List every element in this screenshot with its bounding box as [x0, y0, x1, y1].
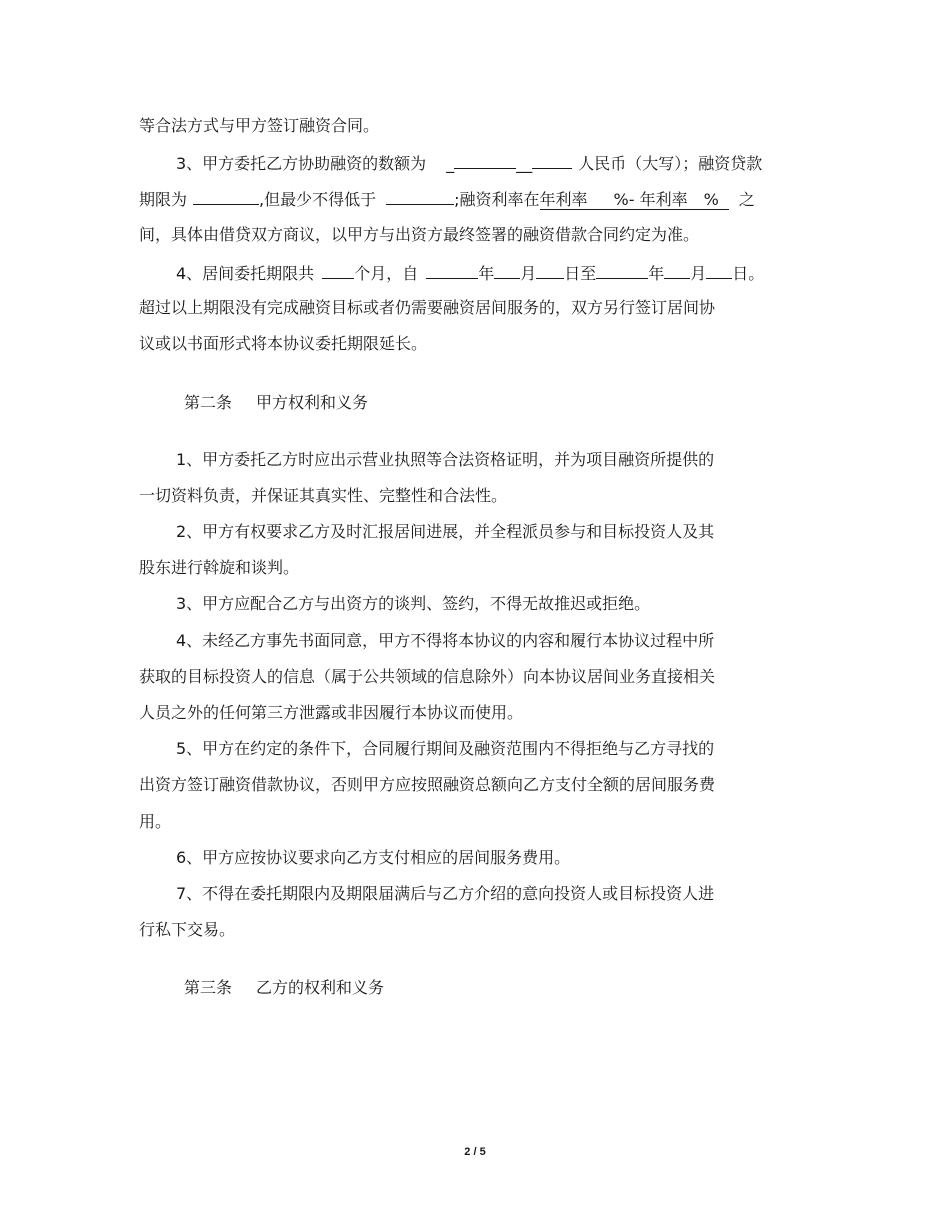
text: 月 [520, 264, 537, 283]
item-line [139, 667, 715, 687]
article-3-heading [184, 978, 384, 998]
item-line [139, 812, 171, 832]
text: 之 [738, 190, 755, 209]
day-blank [706, 262, 732, 279]
text: 用。 [139, 812, 172, 831]
item-line [139, 486, 507, 506]
item-3-line-3 [139, 225, 699, 245]
year-blank [426, 262, 478, 279]
item-line [139, 703, 523, 723]
text: 超过以上期限没有完成融资目标或者仍需要融资居间服务的，双方另行签订居间协 [139, 298, 716, 317]
item-4-line-3 [139, 334, 427, 354]
item-line [176, 631, 714, 651]
text: 2、甲方有权要求乙方及时汇报居间进展，并全程派员参与和目标投资人及其 [176, 522, 715, 541]
text: 月 [690, 264, 707, 283]
item-3-line-2 [139, 188, 755, 210]
item-line [176, 594, 650, 614]
text: 5、甲方在约定的条件下，合同履行期间及融资范围内不得拒绝与乙方寻找的 [176, 739, 715, 758]
text: 年利率 [539, 190, 588, 209]
day-blank [536, 262, 564, 279]
text: 7、不得在委托期限内及期限届满后与乙方介绍的意向投资人或目标投资人进 [176, 884, 715, 903]
text: 3、甲方委托乙方协助融资的数额为 [176, 154, 427, 173]
text: 个月，自 [354, 264, 419, 283]
year-blank [596, 262, 648, 279]
text: 人员之外的任何第三方泄露或非因履行本协议而使用。 [139, 703, 524, 722]
text: 等合法方式与甲方签订融资合同。 [139, 116, 380, 135]
article-title: 乙方的权利和义务 [256, 978, 385, 997]
text: ,但最少不得低于 [259, 190, 377, 209]
item-line [176, 522, 714, 542]
item-3-line-1 [176, 152, 762, 174]
text: 日。 [732, 264, 765, 283]
paragraph-line [139, 116, 379, 136]
item-line [176, 884, 714, 904]
text: 3、甲方应配合乙方与出资方的谈判、签约，不得无故推迟或拒绝。 [176, 594, 651, 613]
text: 议或以书面形式将本协议委托期限延长。 [139, 334, 428, 353]
item-4-line-2 [139, 298, 715, 318]
item-line [139, 920, 235, 940]
item-4-line-1 [176, 262, 764, 284]
text: 日至 [564, 264, 597, 283]
text: 年 [478, 264, 495, 283]
page-number: 2 / 5 [464, 1146, 486, 1158]
text: 6、甲方应按协议要求向乙方支付相应的居间服务费用。 [176, 848, 571, 867]
text: 出资方签订融资借款协议，否则甲方应按照融资总额向乙方支付全额的居间服务费 [139, 775, 716, 794]
text: 一切资料负责，并保证其真实性、完整性和合法性。 [139, 486, 508, 505]
min-term-blank [386, 188, 454, 205]
item-line [139, 775, 715, 795]
amount-blank [532, 152, 572, 169]
item-line [139, 558, 299, 578]
item-line [176, 848, 570, 868]
month-blank [664, 262, 690, 279]
text: 行私下交易。 [139, 920, 236, 939]
article-label: 第三条 [184, 978, 233, 997]
text: 年 [648, 264, 665, 283]
month-blank [494, 262, 520, 279]
text: 期限为 [139, 190, 188, 209]
text: 获取的目标投资人的信息（属于公共领域的信息除外）向本协议居间业务直接相关 [139, 667, 716, 686]
text: 间，具体由借贷双方商议，以甲方与出资方最终签署的融资借款合同约定为准。 [139, 225, 700, 244]
article-title: 甲方权利和义务 [256, 393, 369, 412]
text: 4、居间委托期限共 [176, 264, 315, 283]
text: 4、未经乙方事先书面同意，甲方不得将本协议的内容和履行本协议过程中所 [176, 631, 715, 650]
amount-blank [454, 152, 516, 169]
months-blank [322, 262, 354, 279]
text: %- 年利率 [613, 190, 688, 209]
term-blank [193, 188, 259, 205]
text: % [703, 190, 719, 209]
rate-range [540, 190, 729, 210]
text: 股东进行斡旋和谈判。 [139, 558, 300, 577]
text: 1、甲方委托乙方时应出示营业执照等合法资格证明，并为项目融资所提供的 [176, 450, 715, 469]
article-2-heading [184, 393, 368, 413]
amount-blank: __ [516, 154, 533, 173]
amount-blank: _ [446, 154, 455, 173]
text: 人民币（大写）；融资贷款 [578, 154, 763, 173]
item-line [176, 739, 714, 759]
article-label: 第二条 [184, 393, 233, 412]
item-line [176, 450, 714, 470]
text: ;融资利率在 [454, 190, 540, 209]
